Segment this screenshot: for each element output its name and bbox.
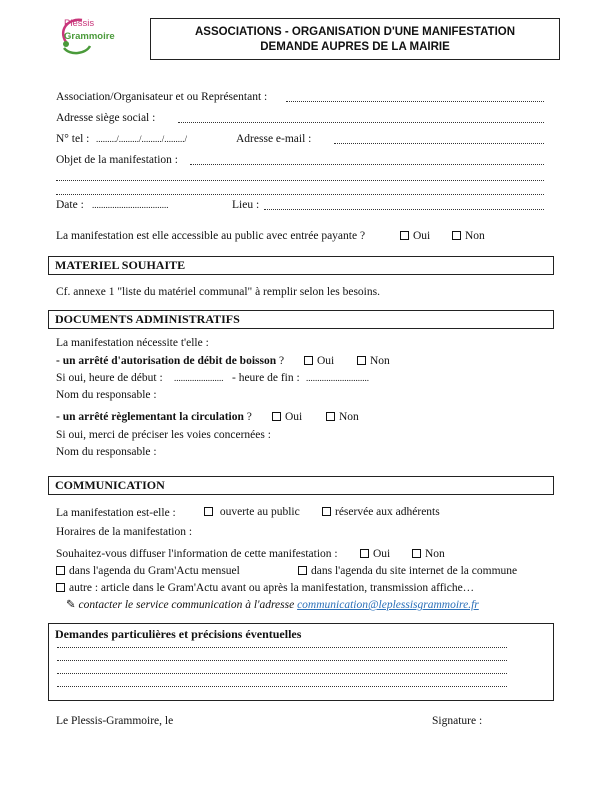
checkbox-icon[interactable] — [452, 231, 461, 240]
members-only-label: réservée aux adhérents — [335, 506, 440, 518]
place-label: Lieu : — [232, 199, 260, 211]
date-label: Date : — [56, 199, 84, 211]
checkbox-icon[interactable] — [298, 566, 307, 575]
footer-signature: Signature : — [432, 715, 483, 727]
open-public-label: ouverte au public — [219, 506, 300, 518]
checkbox-icon[interactable] — [56, 566, 65, 575]
agenda-site-option[interactable] — [298, 564, 517, 578]
checkbox-icon[interactable] — [357, 356, 366, 365]
traffic-permit-label: - un arrêté règlementant la circulation — [56, 411, 244, 423]
no-label: Non — [465, 230, 485, 242]
agenda-gram-option[interactable] — [56, 564, 240, 578]
diffuse-question: Souhaitez-vous diffuser l'information de cette manifestation : — [56, 548, 338, 560]
drink-permit-label: - un arrêté d'autorisation de débit de boisson — [56, 355, 277, 367]
yes-label: Oui — [413, 230, 431, 242]
drink-yes[interactable] — [304, 354, 334, 368]
checkbox-icon[interactable] — [304, 356, 313, 365]
materiel-text: Cf. annexe 1 "liste du matériel communal" à remplir selon les besoins. — [56, 286, 380, 298]
address-label: Adresse siège social : — [56, 112, 156, 124]
checkbox-icon[interactable] — [322, 507, 331, 516]
no-label: Non — [425, 548, 445, 560]
object-label: Objet de la manifestation : — [56, 154, 178, 166]
section-communication-header — [48, 476, 554, 495]
logo — [52, 12, 132, 58]
address-field[interactable] — [178, 122, 544, 123]
requests-line-3[interactable] — [57, 673, 507, 674]
roads-label: Si oui, merci de préciser les voies concernées : — [56, 429, 271, 441]
members-only-option[interactable] — [322, 505, 440, 519]
footer-place-date: Le Plessis-Grammoire, le — [56, 715, 174, 727]
date-field[interactable]: .................................. — [92, 200, 169, 210]
hours-label: Horaires de la manifestation : — [56, 526, 193, 538]
header-box — [150, 18, 560, 60]
scissors-icon: ✎ — [66, 599, 76, 611]
section-documents-title: DOCUMENTS ADMINISTRATIFS — [55, 312, 240, 326]
header-title-line2: DEMANDE AUPRES DE LA MAIRIE — [260, 41, 450, 53]
traffic-yes[interactable] — [272, 410, 302, 424]
object-field-2[interactable] — [56, 180, 544, 181]
paying-no[interactable] — [452, 229, 485, 243]
object-field-1[interactable] — [190, 164, 544, 165]
no-label: Non — [339, 411, 359, 423]
checkbox-icon[interactable] — [326, 412, 335, 421]
section-materiel-title: MATERIEL SOUHAITE — [55, 258, 186, 272]
paying-question: La manifestation est elle accessible au public avec entrée payante ? — [56, 230, 366, 242]
question-mark: ? — [246, 411, 252, 423]
checkbox-icon[interactable] — [412, 549, 421, 558]
requests-line-4[interactable] — [57, 686, 507, 687]
event-type-label: La manifestation est-elle : — [56, 507, 176, 519]
agenda-gram-label: dans l'agenda du Gram'Actu mensuel — [69, 565, 240, 577]
yes-label: Oui — [373, 548, 391, 560]
requests-title: Demandes particulières et précisions éventuelles — [55, 627, 302, 641]
diffuse-no[interactable] — [412, 547, 445, 561]
phone-field[interactable]: ........./........./........./........./ — [96, 134, 188, 144]
traffic-permit-row — [56, 410, 252, 424]
section-materiel-header — [48, 256, 554, 275]
checkbox-icon[interactable] — [400, 231, 409, 240]
place-field[interactable] — [264, 209, 544, 210]
logo-line1: Plessis — [64, 18, 95, 29]
checkbox-icon[interactable] — [272, 412, 281, 421]
checkbox-icon[interactable] — [204, 507, 213, 516]
object-field-3[interactable] — [56, 194, 544, 195]
email-field[interactable] — [334, 143, 544, 144]
responsible2-label: Nom du responsable : — [56, 446, 157, 458]
checkbox-icon[interactable] — [56, 583, 65, 592]
traffic-no[interactable] — [326, 410, 359, 424]
end-time-field[interactable]: ............................ — [306, 373, 369, 383]
header-title-line1: ASSOCIATIONS - ORGANISATION D'UNE MANIFESTATION — [194, 26, 516, 38]
requests-line-2[interactable] — [57, 660, 507, 661]
section-documents-header — [48, 310, 554, 329]
start-time-field[interactable]: ...................... — [174, 373, 224, 383]
paying-yes[interactable] — [400, 229, 430, 243]
other-label: autre : article dans le Gram'Actu avant ou après la manifestation, transmission affiche… — [69, 582, 475, 594]
organizer-label: Association/Organisateur et ou Représentant : — [56, 91, 268, 103]
open-public-option[interactable] — [204, 505, 300, 519]
email-label: Adresse e-mail : — [236, 133, 312, 145]
requests-box — [48, 623, 554, 701]
diffuse-yes[interactable] — [360, 547, 390, 561]
section-communication-title: COMMUNICATION — [55, 478, 165, 492]
contact-email-link[interactable]: communication@leplessisgrammoire.fr — [297, 599, 479, 611]
checkbox-icon[interactable] — [360, 549, 369, 558]
yes-label: Oui — [285, 411, 303, 423]
contact-text: contacter le service communication à l'adresse — [78, 599, 295, 611]
other-option[interactable] — [56, 581, 474, 595]
drink-permit-row — [56, 354, 284, 368]
requests-line-1[interactable] — [57, 647, 507, 648]
logo-line2: Grammoire — [64, 31, 115, 42]
agenda-site-label: dans l'agenda du site internet de la commune — [311, 565, 518, 577]
start-time-label: Si oui, heure de début : — [56, 372, 163, 384]
end-time-label: - heure de fin : — [232, 372, 300, 384]
contact-row — [66, 598, 479, 612]
organizer-field[interactable] — [286, 101, 544, 102]
yes-label: Oui — [317, 355, 335, 367]
drink-no[interactable] — [357, 354, 390, 368]
phone-label: N° tel : — [56, 133, 90, 145]
responsible-label: Nom du responsable : — [56, 389, 157, 401]
documents-intro: La manifestation nécessite t'elle : — [56, 337, 209, 349]
no-label: Non — [370, 355, 390, 367]
question-mark: ? — [279, 355, 285, 367]
